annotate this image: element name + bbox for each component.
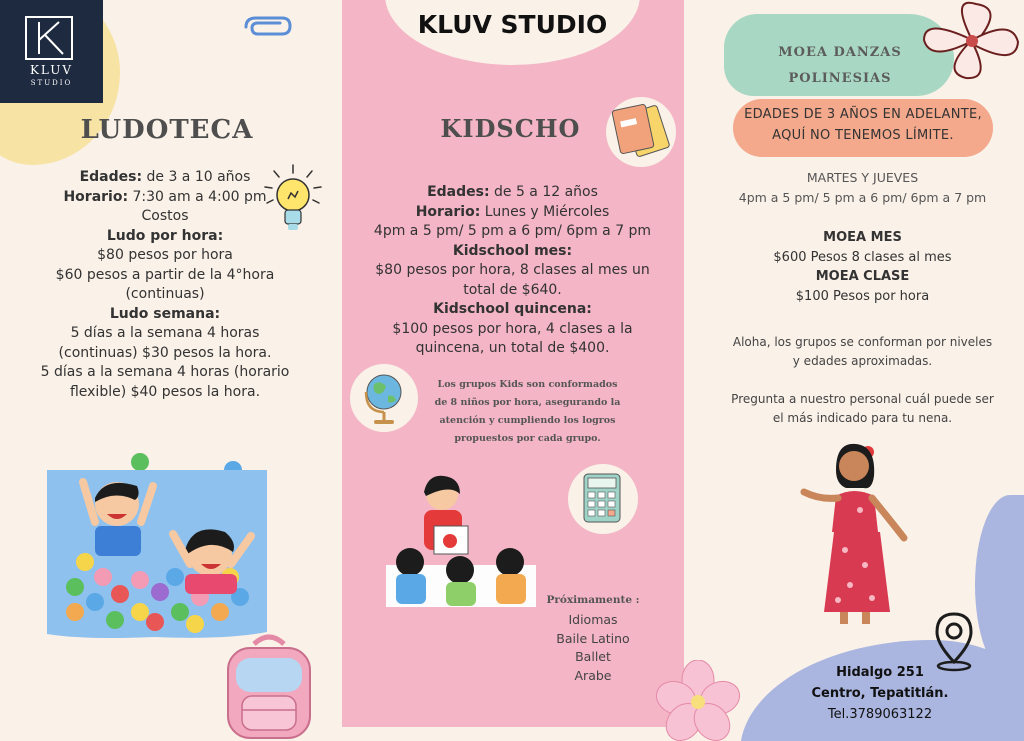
kidscho-horario-line: Horario: Lunes y Miércoles [415,203,610,220]
lightbulb-icon [262,163,324,239]
ludo-hora-label: Ludo por hora: [106,227,224,244]
banner-line-1: EDADES DE 3 AÑOS EN ADELANTE, [744,107,982,122]
notebooks-icon [606,97,676,167]
hula-dancer-illustration [800,440,910,634]
phone-number: Tel.3789063122 [827,707,933,722]
ludo-hora-price-1: $80 pesos por hora [97,247,233,263]
kluv-logo [0,0,103,103]
logo-name: KLUV [29,63,74,77]
moea-title [760,40,920,92]
moea-mes-label: MOEA MES [823,230,902,245]
address-block [780,662,980,725]
logo-k-mark [25,16,73,60]
ludo-semana-1: 5 días a la semana 4 horas [70,325,260,341]
kidschool-quincena-2: quincena, un total de $400. [415,340,610,356]
proximamente-item: Baile Latino [556,630,630,646]
note-line-1: Los grupos Kids son conformados [437,379,618,390]
edades-banner [733,104,993,146]
ludoteca-title: LUDOTECA [80,115,254,145]
kids-group-note [420,376,635,448]
kidschool-mes-1: $80 pesos por hora, 8 clases al mes un [375,262,650,278]
moea-clase-label: MOEA CLASE [815,269,910,284]
aloha-line-1: Aloha, los grupos se conforman por niveles [732,335,993,349]
paperclip-icon [238,14,294,44]
moea-days: MARTES Y JUEVES [806,170,919,185]
globe-icon [350,364,418,432]
aloha-line-2: y edades aproximadas. [792,354,933,368]
address-line-2: Centro, Tepatitlán. [811,686,949,701]
kidscho-details [350,183,675,359]
ludo-hora-price-2: $60 pesos a partir de la 4°hora [55,266,275,283]
pregunta-line-2: el más indicado para tu nena. [772,411,953,425]
ball-pit-kids-illustration [45,452,275,646]
proximamente-section [538,592,648,685]
logo-sub: STUDIO [30,79,73,87]
proximamente-item: Idiomas [568,612,618,627]
note-line-2: de 8 niños por hora, asegurando la [434,397,621,408]
kidschool-mes-label: Kidschool mes: [452,242,573,259]
cherry-blossom-icon [654,660,742,741]
ludo-semana-2: (continuas) $30 pesos la hora. [58,344,272,361]
edades-line: Edades: de 3 a 10 años [79,169,251,185]
pregunta-line-1: Pregunta a nuestro personal cuál puede ser [731,392,994,406]
kidscho-edades-line: Edades: de 5 a 12 años [427,184,598,200]
moea-clase-value: $100 Pesos por hora [795,288,930,304]
moea-title-line-1: MOEA DANZAS [778,45,902,60]
note-line-4: propuestos por cada grupo. [454,433,601,444]
moea-mes-value: $600 Pesos 8 clases al mes [773,249,952,265]
banner-line-2: AQUÍ NO TENEMOS LÍMITE. [772,128,954,143]
aloha-text [700,333,1024,428]
proximamente-item: Ballet [575,649,611,664]
proximamente-item: Arabe [574,667,612,683]
kidschool-quincena-1: $100 pesos por hora, 4 clases a la [392,320,633,337]
ludo-semana-4: flexible) $40 pesos la hora. [69,383,261,400]
kidscho-title: KIDSCHO [440,114,581,143]
ludo-hora-price-3: (continuas) [125,286,205,302]
costos-label: Costos [141,208,189,224]
teacher-kids-illustration [386,470,536,614]
brand-header: KLUV STUDIO [417,10,608,39]
address-line-1: Hidalgo 251 [836,665,924,680]
proximamente-list [538,611,648,685]
proximamente-label: Próximamente : [546,594,640,606]
hibiscus-flower-icon [920,0,1024,86]
moea-title-line-2: POLINESIAS [788,71,892,86]
moea-prices [700,228,1024,306]
kidscho-horario-times: 4pm a 5 pm/ 5 pm a 6 pm/ 6pm a 7 pm [373,223,652,239]
kidschool-quincena-label: Kidschool quincena: [433,301,592,317]
horario-line: Horario: 7:30 am a 4:00 pm [63,188,267,205]
backpack-icon [214,630,324,741]
ludo-semana-label: Ludo semana: [109,305,221,322]
note-line-3: atención y cumpliendo los logros [439,415,616,426]
moea-schedule [700,168,1024,207]
ludo-semana-3: 5 días a la semana 4 horas (horario [40,364,290,380]
kidschool-mes-2: total de $640. [463,281,562,298]
moea-times: 4pm a 5 pm/ 5 pm a 6 pm/ 6pm a 7 pm [738,189,987,205]
calculator-icon [568,464,638,534]
